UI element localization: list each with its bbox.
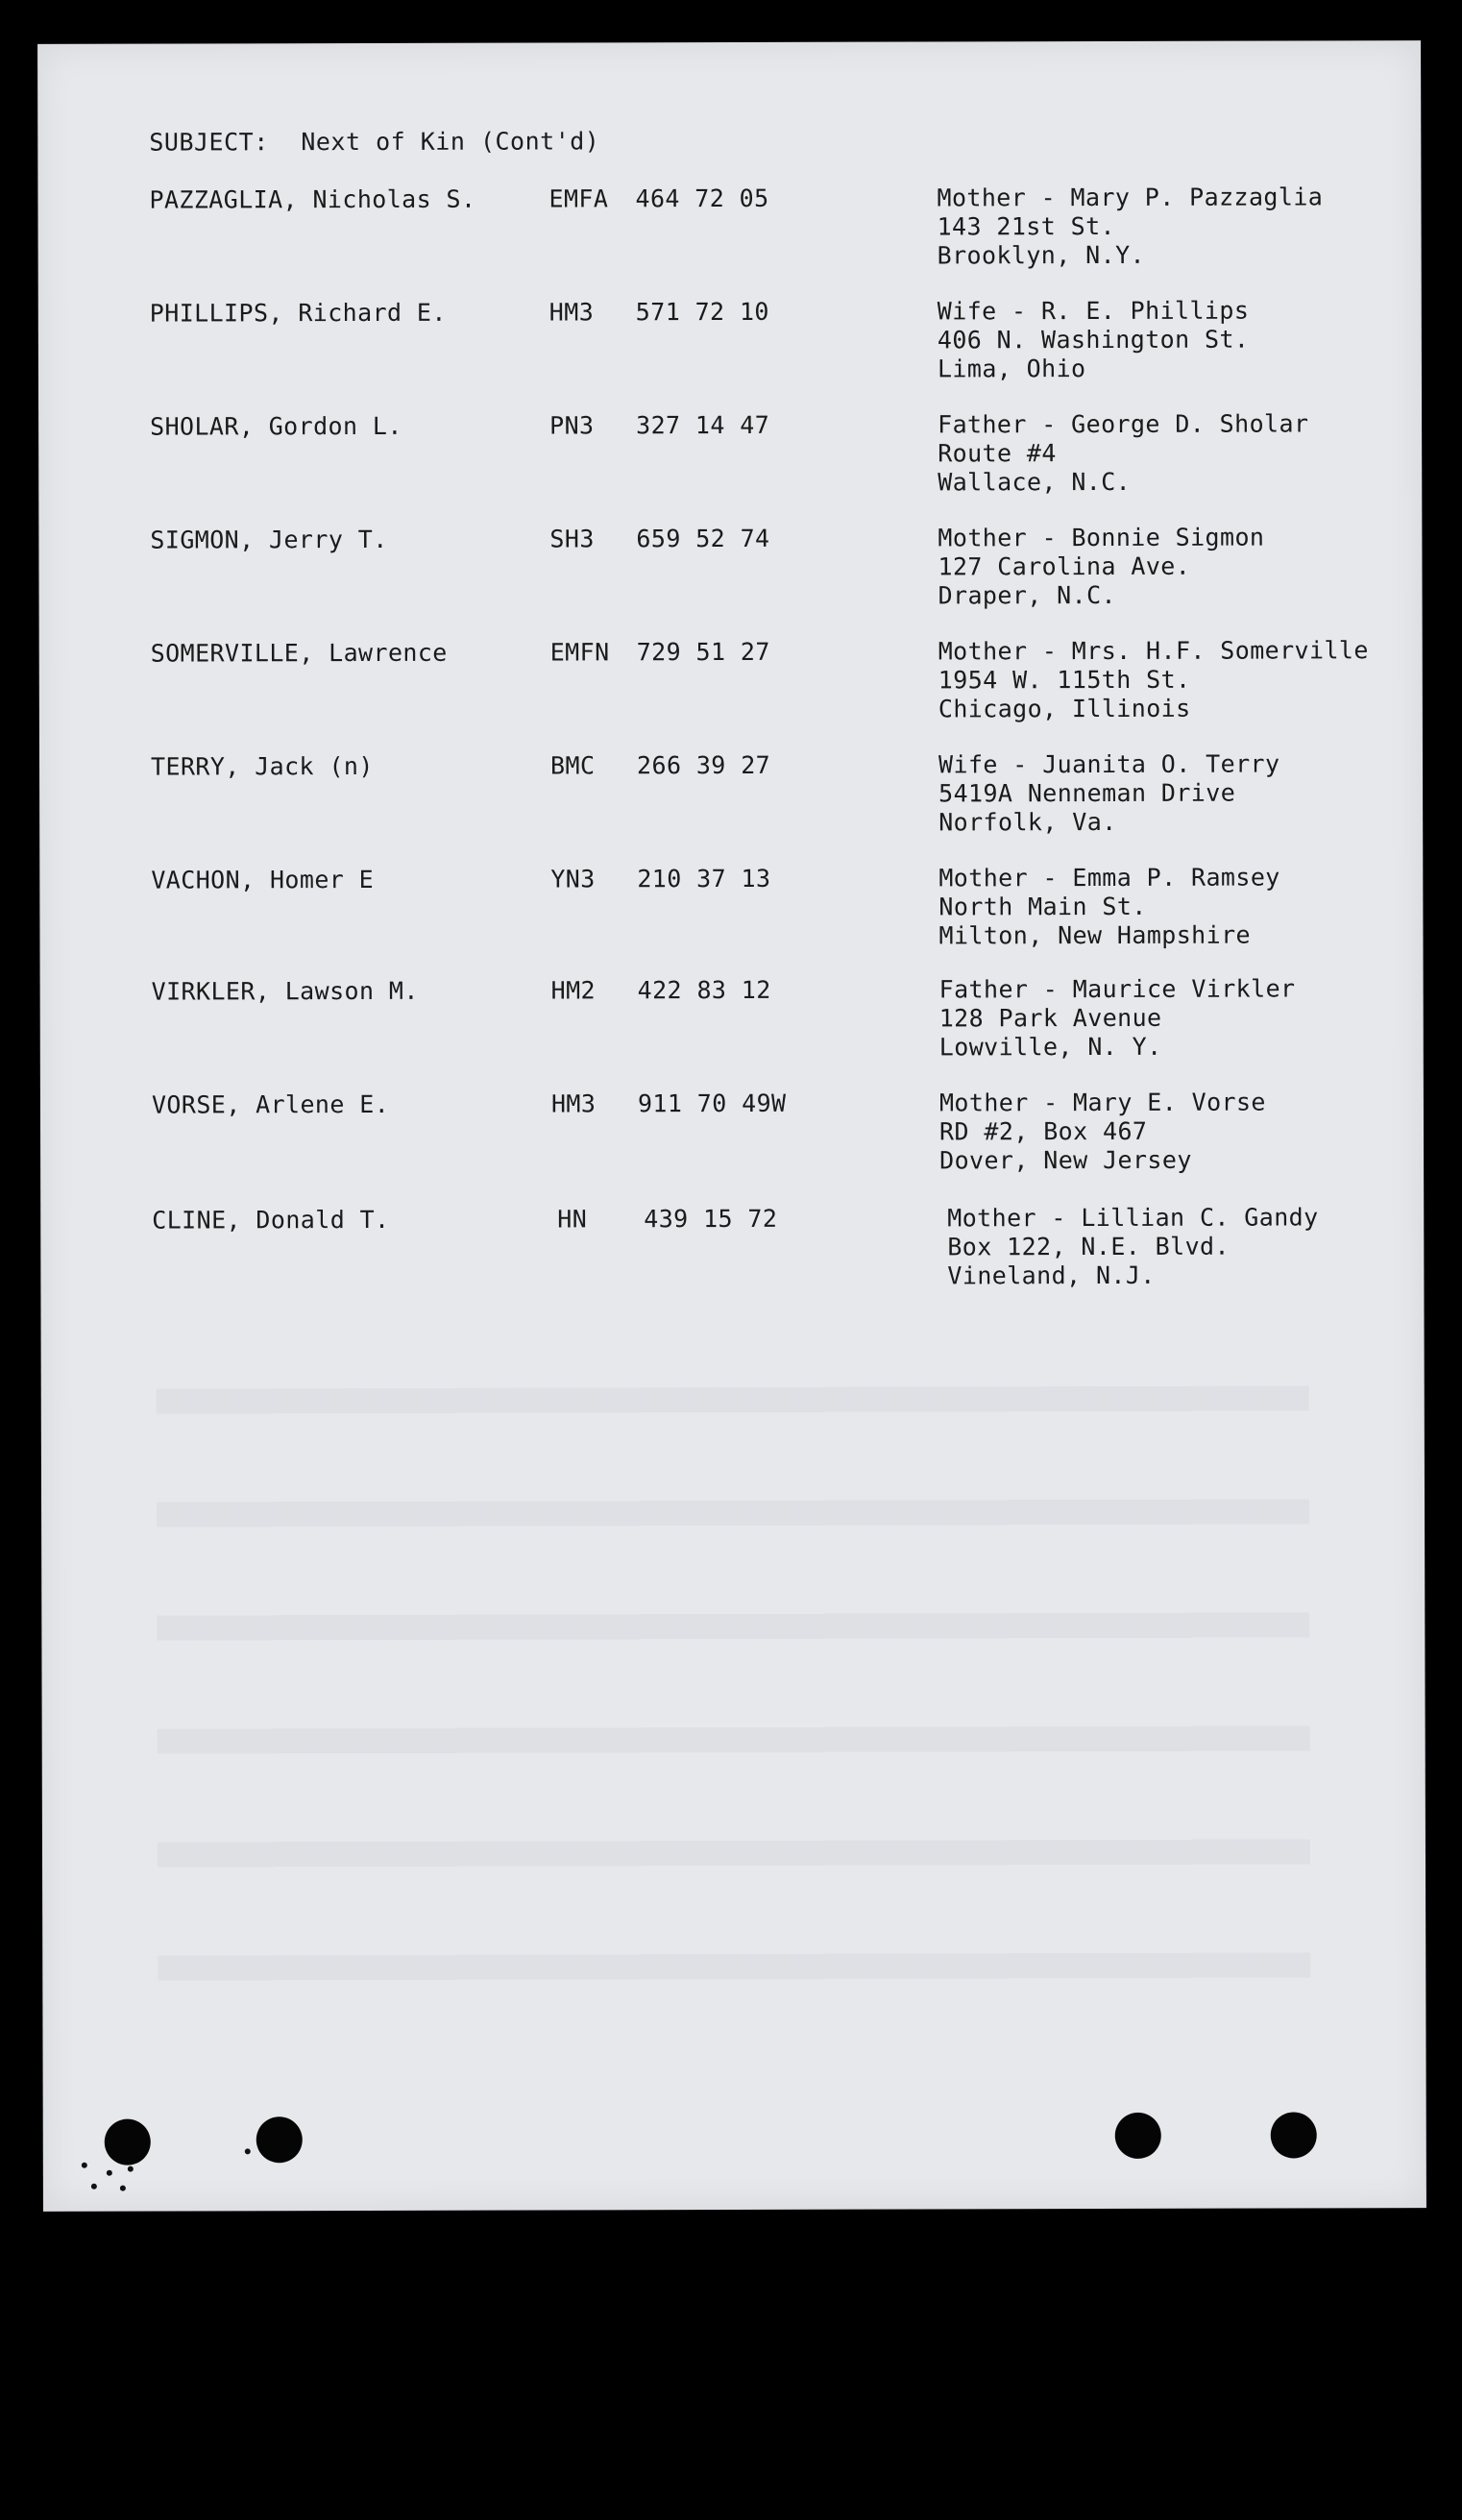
kin-relation: Mother - Lillian C. Gandy: [947, 1203, 1319, 1233]
sailor-name: TERRY, Jack (n): [150, 751, 374, 781]
kin-city: Brooklyn, N.Y.: [937, 240, 1145, 270]
kin-city: Lima, Ohio: [937, 355, 1086, 383]
subject-label: SUBJECT:: [149, 128, 269, 157]
next-of-kin: [939, 974, 1296, 1062]
sailor-rate: PN3: [549, 411, 595, 440]
kin-relation: Mother - Emma P. Ramsey: [938, 863, 1280, 893]
next-of-kin: [938, 409, 1309, 497]
service-number: 659 52 74: [636, 524, 770, 553]
kin-entry: [37, 183, 1421, 282]
next-of-kin: [938, 750, 1280, 838]
kin-street: RD #2, Box 467: [938, 1116, 1148, 1146]
next-of-kin: [939, 1089, 1266, 1176]
kin-entry: [40, 1203, 1424, 1303]
subject-text: Next of Kin (Cont'd): [301, 127, 600, 157]
binder-hole-icon: [1271, 2112, 1317, 2158]
kin-street: 1954 W. 115th St.: [938, 665, 1191, 695]
kin-street: 128 Park Avenue: [938, 1003, 1162, 1033]
kin-street: Route #4: [938, 439, 1057, 468]
kin-relation: Mother - Bonnie Sigmon: [938, 523, 1265, 552]
sailor-name: VIRKLER, Lawson M.: [151, 976, 419, 1006]
sailor-rate: EMFA: [548, 184, 609, 213]
next-of-kin: [938, 297, 1250, 384]
kin-entry: [38, 523, 1422, 623]
service-number: 729 51 27: [636, 637, 770, 667]
next-of-kin: [937, 183, 1323, 270]
kin-city: Milton, New Hampshire: [938, 920, 1252, 950]
service-number: 911 70 49W: [637, 1089, 787, 1118]
kin-relation: Wife - Juanita O. Terry: [938, 749, 1280, 779]
kin-relation: Father - Maurice Virkler: [938, 974, 1296, 1004]
kin-entry: [39, 863, 1423, 963]
kin-relation: Wife - R. E. Phillips: [937, 296, 1250, 326]
kin-street: 127 Carolina Ave.: [938, 551, 1191, 581]
sailor-name: VACHON, Homer E: [151, 865, 375, 894]
service-number: 571 72 10: [635, 297, 769, 327]
sailor-name: PAZZAGLIA, Nicholas S.: [149, 184, 476, 214]
kin-city: Draper, N.C.: [938, 580, 1117, 610]
kin-entry: [39, 636, 1423, 736]
sailor-name: VORSE, Arlene E.: [151, 1089, 390, 1119]
sailor-rate: BMC: [549, 751, 596, 780]
kin-relation: Mother - Mary P. Pazzaglia: [937, 183, 1324, 212]
kin-entry: [39, 749, 1423, 849]
sailor-rate: HM3: [548, 298, 595, 327]
kin-relation: Mother - Mrs. H.F. Somerville: [938, 636, 1369, 666]
kin-city: Wallace, N.C.: [938, 467, 1132, 497]
service-number: 464 72 05: [635, 183, 769, 213]
service-number: 439 15 72: [644, 1204, 778, 1234]
kin-city: Lowville, N. Y.: [938, 1032, 1162, 1062]
service-number: 210 37 13: [637, 864, 771, 893]
kin-entry: [38, 296, 1422, 396]
next-of-kin: [938, 524, 1264, 611]
kin-relation: Father - George D. Sholar: [938, 409, 1309, 439]
kin-street: 5419A Nenneman Drive: [938, 778, 1236, 808]
sailor-name: CLINE, Donald T.: [152, 1205, 390, 1235]
kin-entry: [38, 409, 1422, 509]
sailor-name: PHILLIPS, Richard E.: [149, 298, 447, 328]
sailor-rate: YN3: [550, 865, 596, 893]
bleed-through-shadow: [157, 1385, 1311, 2061]
sailor-name: SOMERVILLE, Lawrence: [150, 638, 448, 668]
kin-city: Vineland, N.J.: [947, 1260, 1156, 1290]
subject-line: [149, 127, 599, 156]
binder-hole-icon: [1115, 2113, 1161, 2159]
kin-street: 143 21st St.: [937, 211, 1116, 241]
kin-entry: [40, 974, 1424, 1074]
kin-city: Norfolk, Va.: [938, 807, 1117, 837]
sailor-name: SHOLAR, Gordon L.: [150, 411, 402, 441]
service-number: 266 39 27: [636, 750, 771, 780]
kin-city: Chicago, Illinois: [938, 694, 1191, 723]
next-of-kin: [947, 1203, 1319, 1290]
sailor-rate: HN: [557, 1205, 588, 1234]
sailor-rate: SH3: [549, 525, 595, 553]
sailor-rate: HM2: [550, 976, 597, 1005]
next-of-kin: [938, 636, 1369, 723]
kin-street: Box 122, N.E. Blvd.: [947, 1232, 1230, 1261]
service-number: 327 14 47: [636, 410, 770, 440]
kin-street: 406 N. Washington St.: [937, 325, 1250, 355]
kin-street: North Main St.: [938, 892, 1147, 921]
binder-hole-icon: [256, 2116, 303, 2163]
document-page: [37, 40, 1426, 2212]
sailor-rate: HM3: [550, 1089, 597, 1118]
service-number: 422 83 12: [637, 975, 771, 1005]
sailor-rate: EMFN: [549, 638, 610, 667]
sailor-name: SIGMON, Jerry T.: [150, 525, 388, 554]
kin-entry: [40, 1088, 1424, 1187]
binder-hole-icon: [105, 2119, 151, 2165]
kin-city: Dover, New Jersey: [939, 1145, 1192, 1175]
kin-relation: Mother - Mary E. Vorse: [938, 1088, 1266, 1117]
next-of-kin: [938, 864, 1280, 951]
